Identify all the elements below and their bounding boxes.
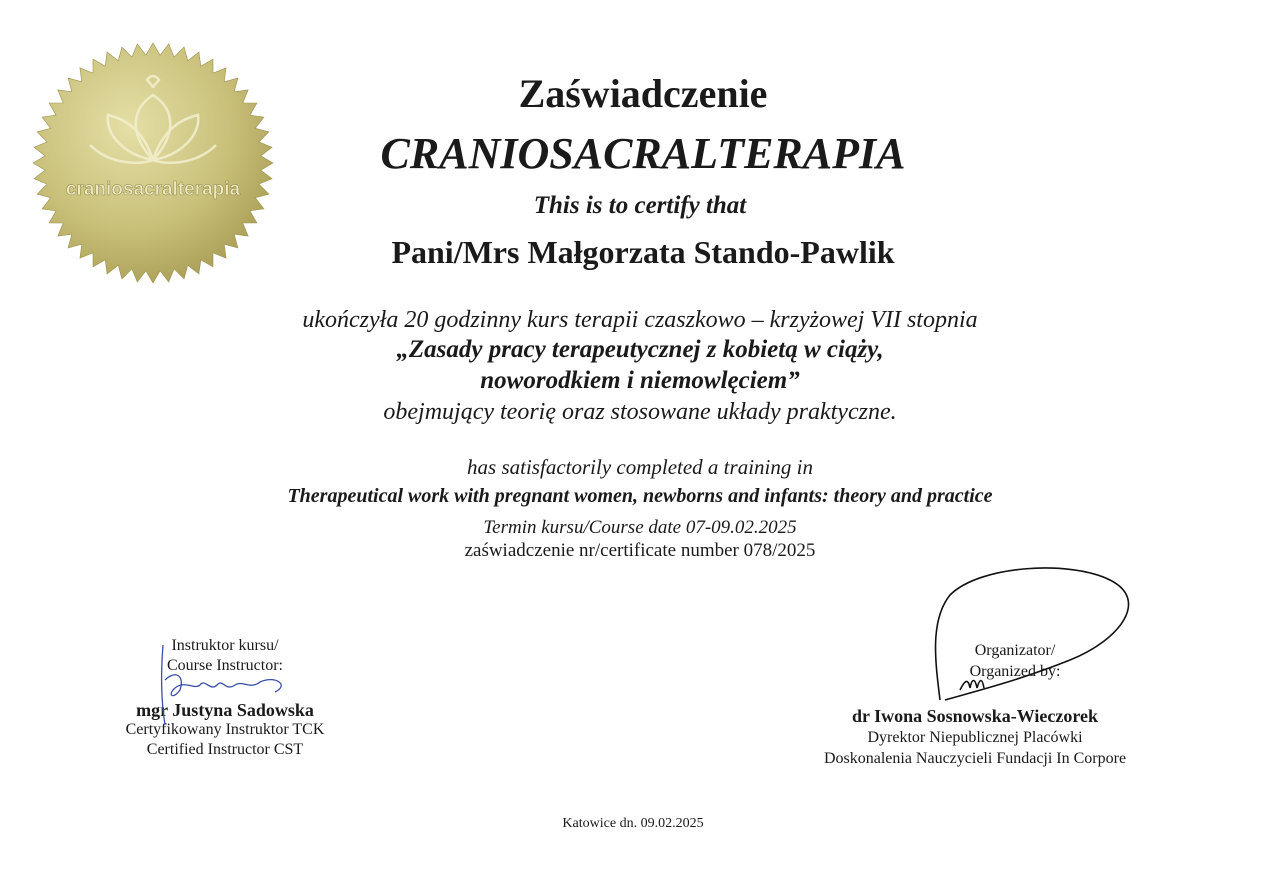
organizer-name: dr Iwona Sosnowska-Wieczorek	[851, 706, 1099, 726]
certify-line: This is to certify that	[533, 192, 747, 219]
course-title-pl: „Zasady pracy terapeutycznej z kobietą w ciąży,	[396, 336, 884, 363]
certificate-title: Zaświadczenie	[518, 71, 768, 116]
certificate-number: zaświadczenie nr/certificate number 078/2025	[464, 540, 816, 561]
instructor-signature	[125, 640, 305, 730]
instructor-label: Instruktor kursu/	[171, 637, 279, 654]
instructor-name: mgr Justyna Sadowska	[136, 700, 314, 720]
seal-text: craniosacralterapia	[65, 179, 241, 200]
course-title-en: Therapeutical work with pregnant women, newborns and infants: theory and practice	[287, 485, 993, 507]
body-en-line: has satisfactorily completed a training in	[467, 455, 813, 479]
instructor-role-en: Certified Instructor CST	[146, 741, 304, 758]
organizer-label-en: Organized by:	[969, 663, 1061, 680]
organizer-role: Dyrektor Niepublicznej Placówki	[867, 729, 1083, 746]
brand-name: CRANIOSACRALTERAPIA	[380, 129, 906, 178]
instructor-label-en: Course Instructor:	[167, 657, 283, 674]
course-date: Termin kursu/Course date 07-09.02.2025	[483, 517, 797, 538]
body-pl-line: obejmujący teorię oraz stosowane układy praktyczne.	[383, 399, 897, 425]
organizer-signature	[920, 560, 1180, 720]
organizer-label: Organizator/	[974, 642, 1056, 659]
organizer-role-cont: Doskonalenia Nauczycieli Fundacji In Corpore	[823, 750, 1127, 767]
body-pl-line: ukończyła 20 godzinny kurs terapii czaszkowo – krzyżowej VII stopnia	[302, 307, 978, 333]
place-and-date: Katowice dn. 09.02.2025	[562, 816, 704, 831]
instructor-role: Certyfikowany Instruktor TCK	[125, 721, 325, 738]
course-title-pl-cont: noworodkiem i niemowlęciem”	[480, 367, 800, 394]
recipient-name: Pani/Mrs Małgorzata Stando-Pawlik	[391, 234, 895, 270]
